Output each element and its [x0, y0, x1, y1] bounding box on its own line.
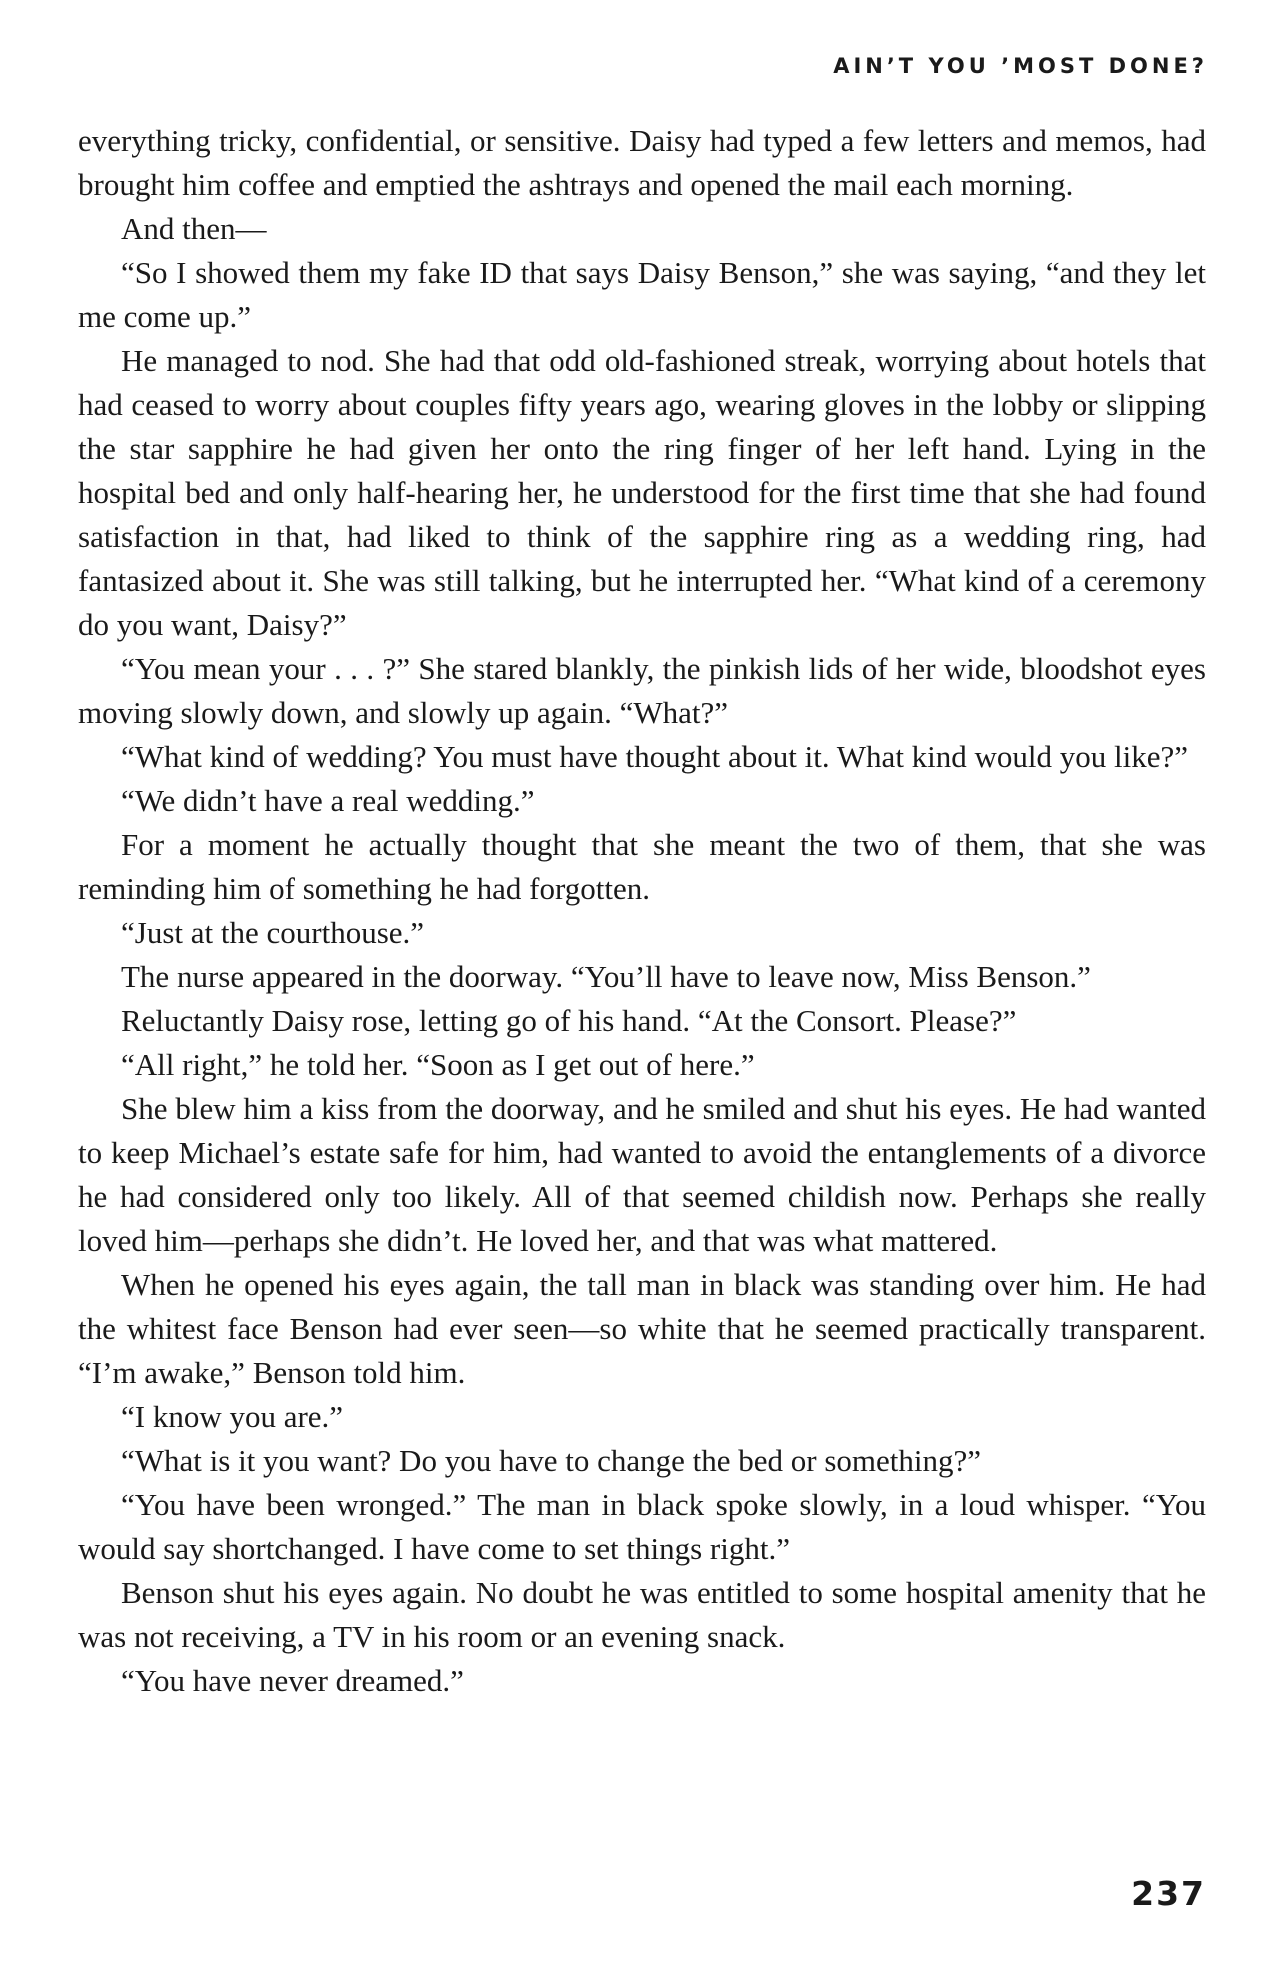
paragraph: When he opened his eyes again, the tall man in black was standing over him. He had the whitest face Benson had ever seen—so white that he seemed practically transparent. “I’m awake,” Benson told him.: [78, 1267, 1206, 1390]
paragraph: The nurse appeared in the doorway. “You’ll have to leave now, Miss Benson.”: [121, 959, 1091, 994]
body-text: [78, 119, 1206, 1703]
paragraph: For a moment he actually thought that she meant the two of them, that she was reminding him of something he had forgotten.: [78, 827, 1206, 906]
paragraph: “You have never dreamed.”: [121, 1663, 464, 1698]
running-head: AIN’T YOU ’MOST DONE?: [833, 54, 1208, 78]
page-number: 237: [1131, 1874, 1206, 1913]
paragraph: He managed to nod. She had that odd old-fashioned streak, worrying about hotels that had ceased to worry about couples fifty years ago, wearing gloves in the lobby or slipping the star sapphire he had given her onto the ring finger of her left hand. Lying in the hospital bed and only half-hearing her, he understood for the first time that she had found satisfaction in that, had liked to think of the sapphire ring as a wedding ring, had fantasized about it. She was still talking, but he interrupted her. “What kind of a ceremony do you want, Daisy?”: [78, 343, 1206, 642]
paragraph: “We didn’t have a real wedding.”: [121, 783, 535, 818]
paragraph: “Just at the courthouse.”: [121, 915, 425, 950]
paragraph: “What kind of wedding? You must have thought about it. What kind would you like?”: [121, 739, 1189, 774]
paragraph: “All right,” he told her. “Soon as I get out of here.”: [121, 1047, 755, 1082]
paragraph: “So I showed them my fake ID that says Daisy Benson,” she was saying, “and they let me come up.”: [78, 255, 1206, 334]
paragraph: She blew him a kiss from the doorway, and he smiled and shut his eyes. He had wanted to keep Michael’s estate safe for him, had wanted to avoid the entanglements of a divorce he had considered only too likely. All of that seemed childish now. Perhaps she really loved him—perhaps she didn’t. He loved her, and that was what mattered.: [78, 1091, 1206, 1258]
paragraph: “I know you are.”: [121, 1399, 344, 1434]
paragraph: everything tricky, confidential, or sensitive. Daisy had typed a few letters and memos, had brought him coffee and emptied the ashtrays and opened the mail each morning.: [78, 123, 1206, 202]
paragraph: Benson shut his eyes again. No doubt he was entitled to some hospital amenity that he was not receiving, a TV in his room or an evening snack.: [78, 1575, 1206, 1654]
paragraph: And then—: [121, 211, 267, 246]
paragraph: Reluctantly Daisy rose, letting go of his hand. “At the Consort. Please?”: [121, 1003, 1017, 1038]
paragraph: “What is it you want? Do you have to change the bed or something?”: [121, 1443, 981, 1478]
paragraph: “You mean your . . . ?” She stared blankly, the pinkish lids of her wide, bloodshot eyes moving slowly down, and slowly up again. “What?”: [78, 651, 1206, 730]
paragraph: “You have been wronged.” The man in black spoke slowly, in a loud whisper. “You would say shortchanged. I have come to set things right.”: [78, 1487, 1206, 1566]
